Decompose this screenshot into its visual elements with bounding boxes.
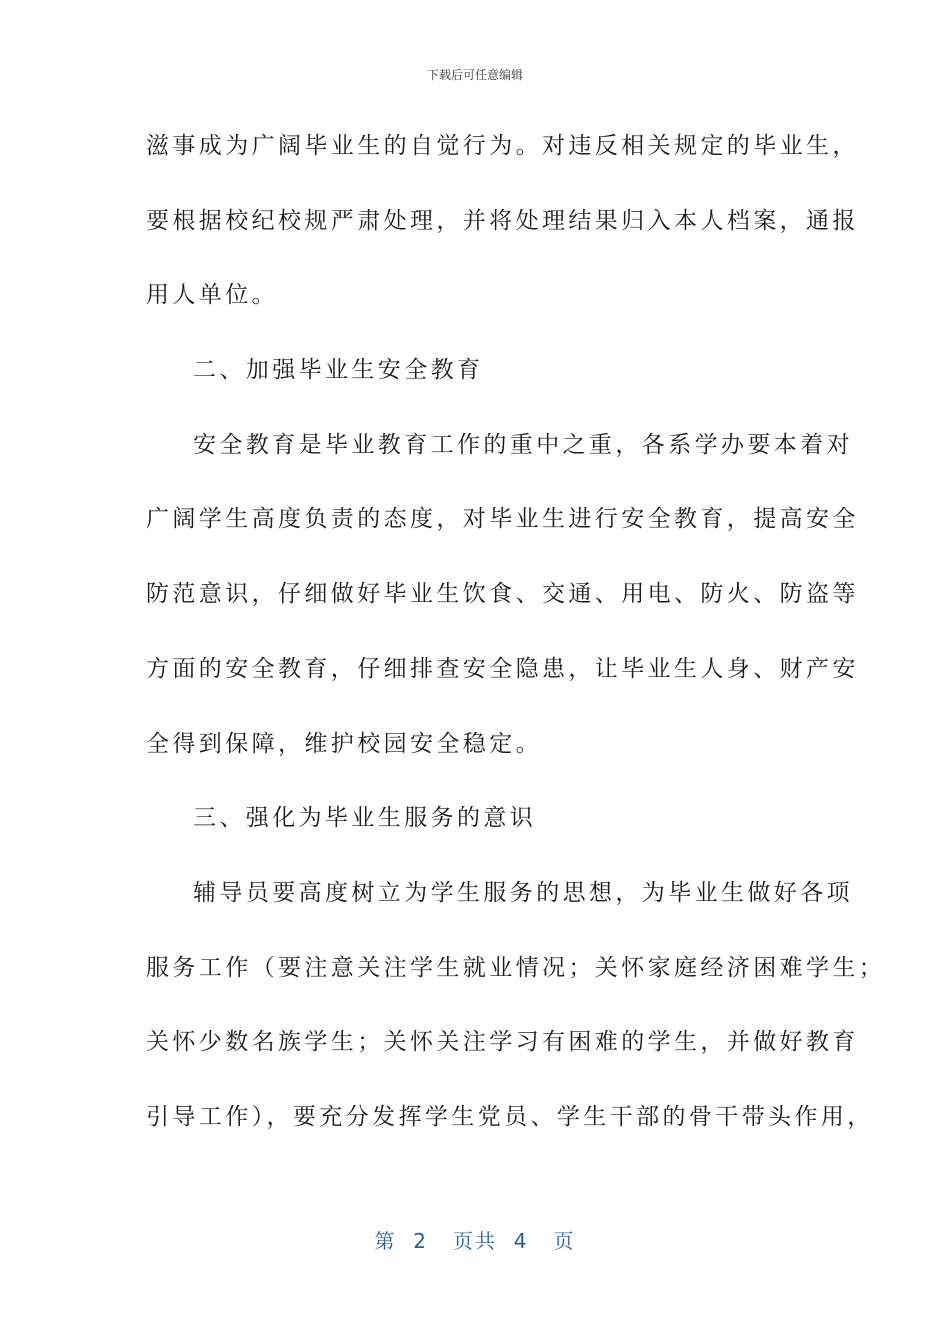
body-line: 要根据校纪校规严肃处理，并将处理结果归入本人档案，通报 xyxy=(146,207,859,234)
body-line: 广阔学生高度负责的态度，对毕业生进行安全教育，提高安全 xyxy=(146,506,859,533)
body-line: 用人单位。 xyxy=(146,282,278,309)
document-body xyxy=(146,121,886,1167)
body-line: 服务工作（要注意关注学生就业情况；关怀家庭经济困难学生； xyxy=(146,954,886,981)
section-heading-3: 三、强化为毕业生服务的意识 xyxy=(193,805,537,832)
body-line: 引导工作），要充分发挥学生党员、学生干部的骨干带头作用， xyxy=(146,1103,874,1130)
body-line: 关怀少数名族学生；关怀关注学习有困难的学生，并做好教育 xyxy=(146,1029,859,1056)
body-line: 安全教育是毕业教育工作的重中之重，各系学办要本着对 xyxy=(193,431,853,458)
header-note: 下载后可任意编辑 xyxy=(426,68,523,82)
body-line: 方面的安全教育，仔细排查安全隐患，让毕业生人身、财产安 xyxy=(146,655,859,682)
body-line: 滋事成为广阔毕业生的自觉行为。对违反相关规定的毕业生， xyxy=(146,133,859,159)
body-line: 辅导员要高度树立为学生服务的思想，为毕业生做好各项 xyxy=(193,879,853,906)
page-number-footer: 第 2 页共 4 页 xyxy=(374,1229,576,1253)
body-line: 防范意识，仔细做好毕业生饮食、交通、用电、防火、防盗等 xyxy=(146,581,859,608)
body-line: 全得到保障，维护校园安全稳定。 xyxy=(146,730,542,757)
section-heading-2: 二、加强毕业生安全教育 xyxy=(193,357,484,384)
